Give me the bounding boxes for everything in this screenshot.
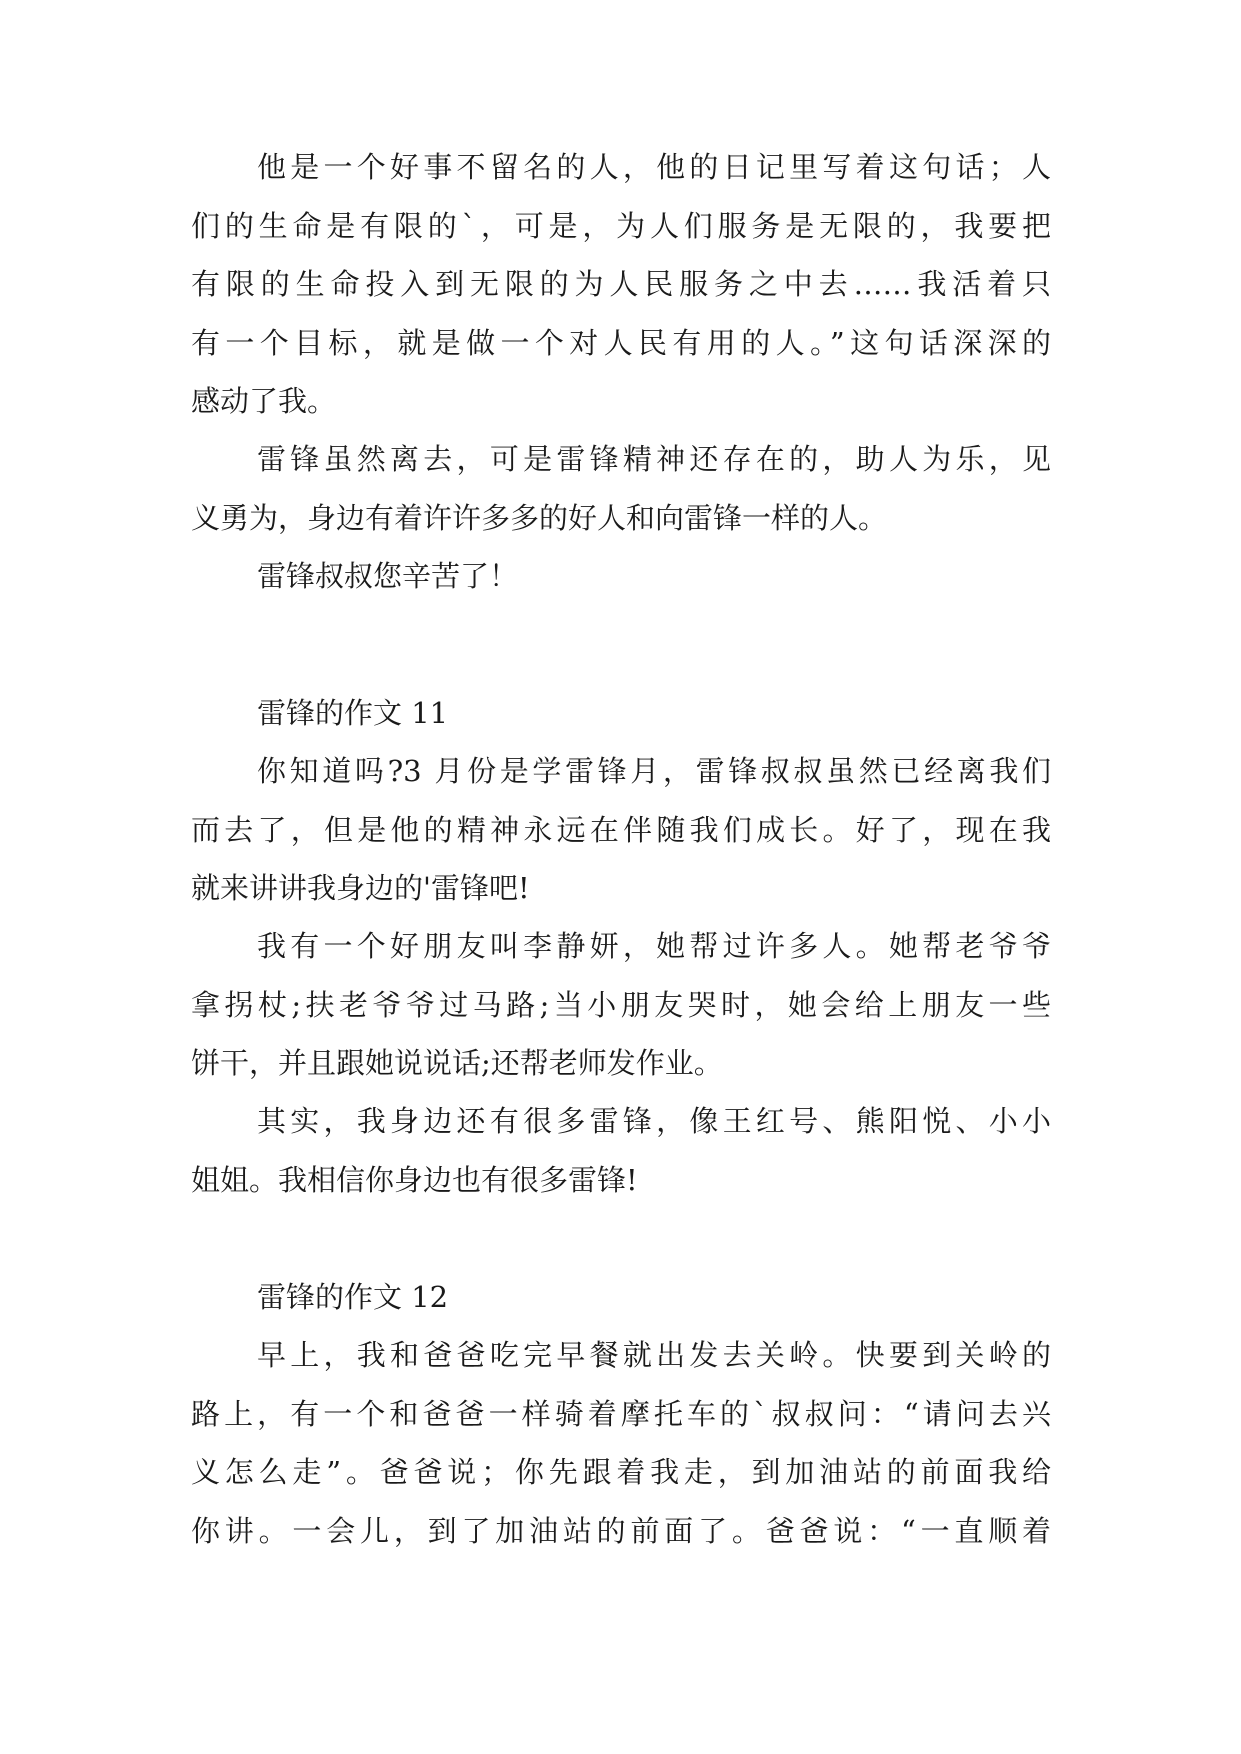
text-line: 你知道吗?3 月份是学雷锋月，雷锋叔叔虽然已经离我们 xyxy=(257,754,1051,788)
paragraph xyxy=(191,917,1051,1093)
text-line: 饼干，并且跟她说说话;还帮老师发作业。 xyxy=(191,1046,723,1080)
text-line: 感动了我。 xyxy=(191,384,337,418)
text-line: 而去了，但是他的精神永远在伴随我们成长。好了，现在我 xyxy=(191,812,1051,847)
paragraph xyxy=(191,430,1051,547)
text-line: 早上，我和爸爸吃完早餐就出发去关岭。快要到关岭的 xyxy=(257,1338,1051,1372)
text-line: 义勇为，身边有着许许多多的好人和向雷锋一样的人。 xyxy=(191,500,888,535)
text-line: 有限的生命投入到无限的为人民服务之中去……我活着只 xyxy=(191,267,1051,301)
text-line: 雷锋虽然离去，可是雷锋精神还存在的，助人为乐，见 xyxy=(257,442,1051,476)
text-line: 他是一个好事不留名的人，他的日记里写着这句话；人 xyxy=(257,150,1051,184)
text-line: 路上，有一个和爸爸一样骑着摩托车的`叔叔问：“请问去兴 xyxy=(191,1396,1051,1431)
section-title: 雷锋的作文 11 xyxy=(257,696,449,730)
paragraph xyxy=(191,138,1051,431)
paragraph xyxy=(191,1092,1051,1209)
text-line: 们的生命是有限的`，可是，为人们服务是无限的，我要把 xyxy=(191,208,1051,243)
text-line: 我有一个好朋友叫李静妍，她帮过许多人。她帮老爷爷 xyxy=(257,929,1051,963)
text-line: 有一个目标，就是做一个对人民有用的人。”这句话深深的 xyxy=(191,325,1051,360)
text-line: 就来讲讲我身边的'雷锋吧! xyxy=(191,871,530,905)
paragraph xyxy=(191,742,1051,918)
paragraph xyxy=(191,1326,1051,1560)
text-line: 拿拐杖;扶老爷爷过马路;当小朋友哭时，她会给上朋友一些 xyxy=(191,987,1051,1022)
text-line: 雷锋叔叔您辛苦了！ xyxy=(257,559,519,593)
section-title: 雷锋的作文 12 xyxy=(257,1280,449,1314)
text-line: 你讲。一会儿，到了加油站的前面了。爸爸说：“一直顺着 xyxy=(191,1513,1051,1548)
text-line: 其实，我身边还有很多雷锋，像王红号、熊阳悦、小小 xyxy=(257,1104,1051,1138)
paragraph xyxy=(191,547,1051,606)
text-line: 姐姐。我相信你身边也有很多雷锋! xyxy=(191,1162,638,1197)
text-line: 义怎么走”。爸爸说；你先跟着我走，到加油站的前面我给 xyxy=(191,1455,1051,1489)
